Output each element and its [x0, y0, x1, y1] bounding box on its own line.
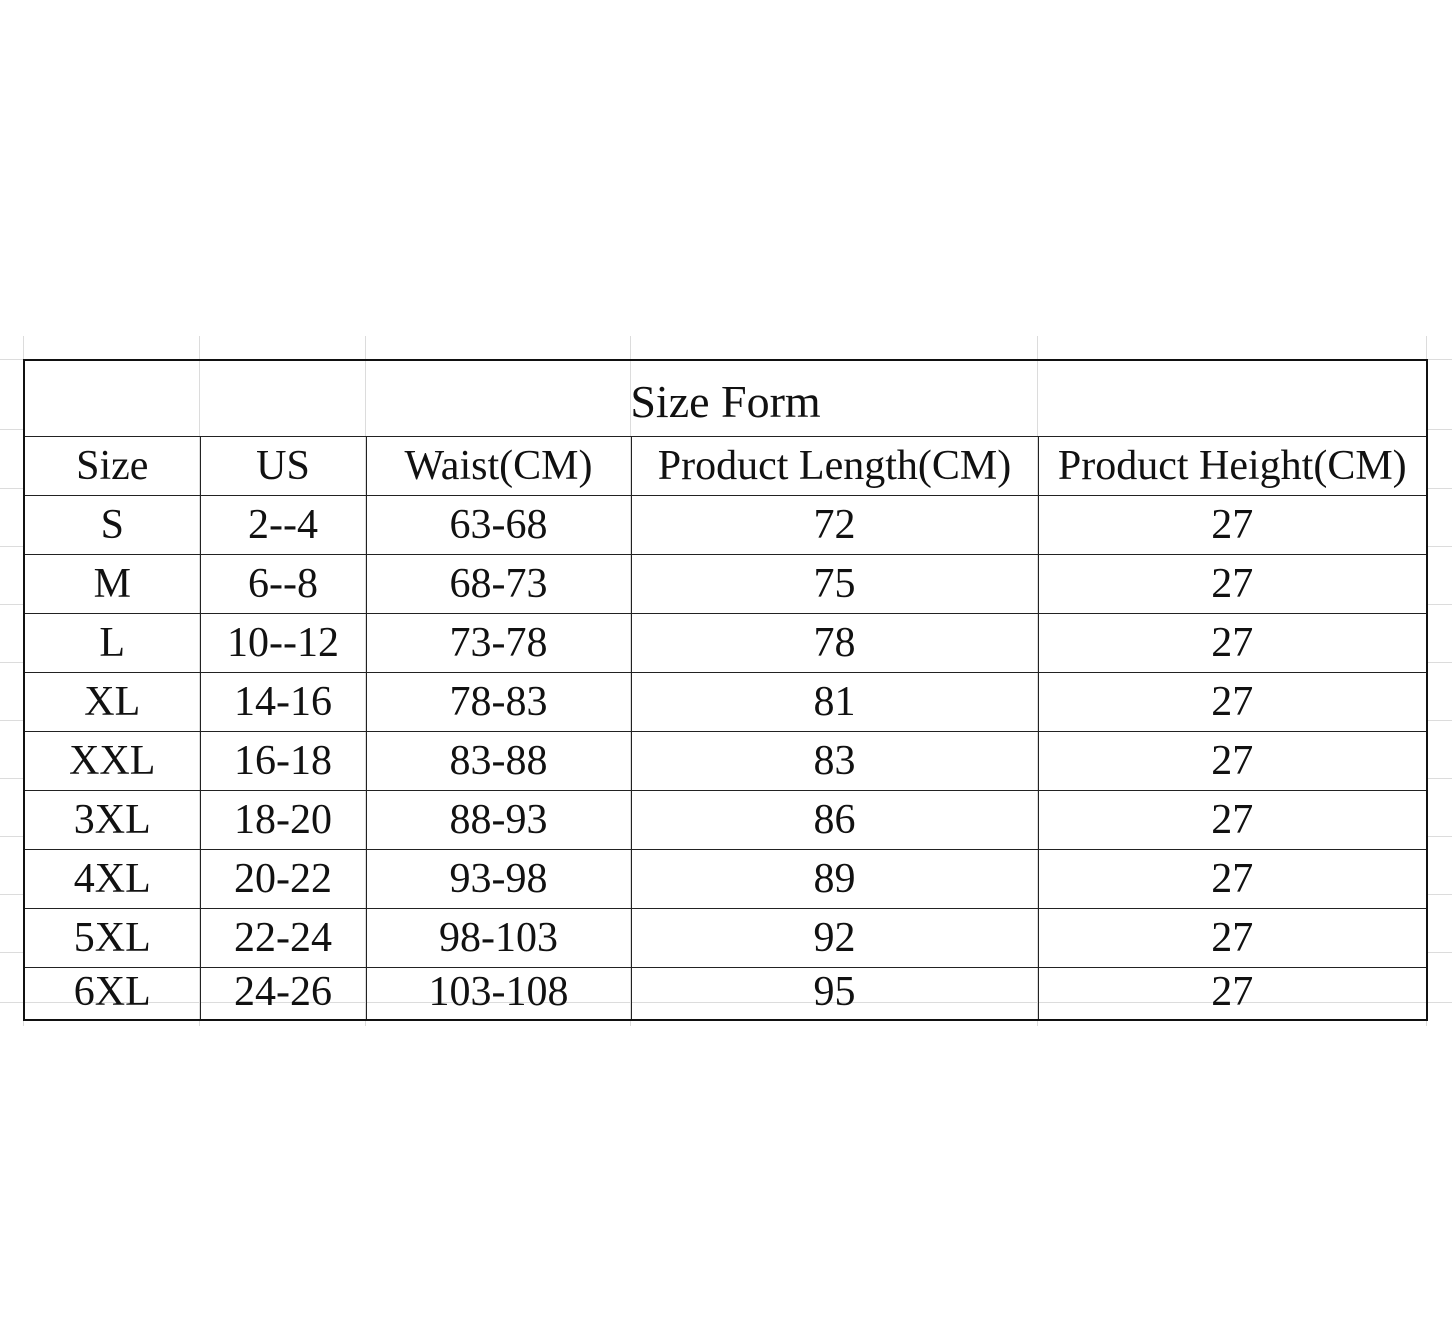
cell-waist: 98-103	[366, 909, 631, 968]
gridline	[0, 488, 23, 489]
cell-size: 5XL	[24, 909, 200, 968]
cell-product-height: 27	[1038, 673, 1427, 732]
gridline	[0, 720, 23, 721]
table-row	[24, 909, 1427, 968]
cell-us: 24-26	[200, 968, 366, 1021]
cell-size: 6XL	[24, 968, 200, 1021]
cell-size: XXL	[24, 732, 200, 791]
cell-product-length: 86	[631, 791, 1038, 850]
title-row	[24, 360, 1427, 437]
gridline	[0, 604, 23, 605]
cell-waist: 63-68	[366, 496, 631, 555]
cell-product-length: 95	[631, 968, 1038, 1021]
gridline	[1426, 952, 1452, 953]
column-header-product-height: Product Height(CM)	[1038, 437, 1427, 496]
cell-size: M	[24, 555, 200, 614]
cell-product-length: 92	[631, 909, 1038, 968]
gridline	[0, 836, 23, 837]
cell-us: 16-18	[200, 732, 366, 791]
cell-product-length: 81	[631, 673, 1038, 732]
gridline	[1426, 488, 1452, 489]
cell-product-length: 72	[631, 496, 1038, 555]
header-row	[24, 437, 1427, 496]
column-header-size: Size	[24, 437, 200, 496]
cell-size: 4XL	[24, 850, 200, 909]
cell-product-height: 27	[1038, 496, 1427, 555]
cell-product-height: 27	[1038, 555, 1427, 614]
cell-waist: 88-93	[366, 791, 631, 850]
cell-us: 2--4	[200, 496, 366, 555]
gridline	[0, 429, 23, 430]
cell-us: 18-20	[200, 791, 366, 850]
cell-product-height: 27	[1038, 909, 1427, 968]
cell-product-length: 83	[631, 732, 1038, 791]
cell-product-height: 27	[1038, 791, 1427, 850]
gridline	[0, 952, 23, 953]
gridline	[0, 778, 23, 779]
cell-us: 14-16	[200, 673, 366, 732]
table-row	[24, 673, 1427, 732]
cell-product-length: 78	[631, 614, 1038, 673]
cell-size: S	[24, 496, 200, 555]
cell-waist: 93-98	[366, 850, 631, 909]
cell-product-height: 27	[1038, 850, 1427, 909]
column-header-product-length: Product Length(CM)	[631, 437, 1038, 496]
gridline	[0, 894, 23, 895]
table-row	[24, 614, 1427, 673]
cell-size: XL	[24, 673, 200, 732]
gridline	[0, 546, 23, 547]
cell-waist: 83-88	[366, 732, 631, 791]
cell-us: 22-24	[200, 909, 366, 968]
cell-product-length: 89	[631, 850, 1038, 909]
cell-size: 3XL	[24, 791, 200, 850]
cell-product-height: 27	[1038, 732, 1427, 791]
column-header-waist: Waist(CM)	[366, 437, 631, 496]
cell-waist: 68-73	[366, 555, 631, 614]
table-row	[24, 791, 1427, 850]
size-form-table	[23, 359, 1428, 1021]
gridline	[1426, 778, 1452, 779]
cell-product-height: 27	[1038, 614, 1427, 673]
column-header-us: US	[200, 437, 366, 496]
table-title: Size Form	[24, 360, 1427, 437]
cell-waist: 73-78	[366, 614, 631, 673]
cell-size: L	[24, 614, 200, 673]
table-row	[24, 555, 1427, 614]
cell-product-length: 75	[631, 555, 1038, 614]
cell-us: 20-22	[200, 850, 366, 909]
gridline	[0, 662, 23, 663]
gridline	[1426, 720, 1452, 721]
gridline	[1426, 604, 1452, 605]
gridline	[1426, 836, 1452, 837]
cell-us: 6--8	[200, 555, 366, 614]
cell-product-height: 27	[1038, 968, 1427, 1021]
cell-waist: 103-108	[366, 968, 631, 1021]
table-row	[24, 732, 1427, 791]
table-row	[24, 850, 1427, 909]
gridline	[1426, 546, 1452, 547]
table-row	[24, 496, 1427, 555]
gridline	[1426, 429, 1452, 430]
cell-waist: 78-83	[366, 673, 631, 732]
cell-us: 10--12	[200, 614, 366, 673]
gridline	[1426, 662, 1452, 663]
gridline	[1426, 894, 1452, 895]
table-row	[24, 968, 1427, 1021]
